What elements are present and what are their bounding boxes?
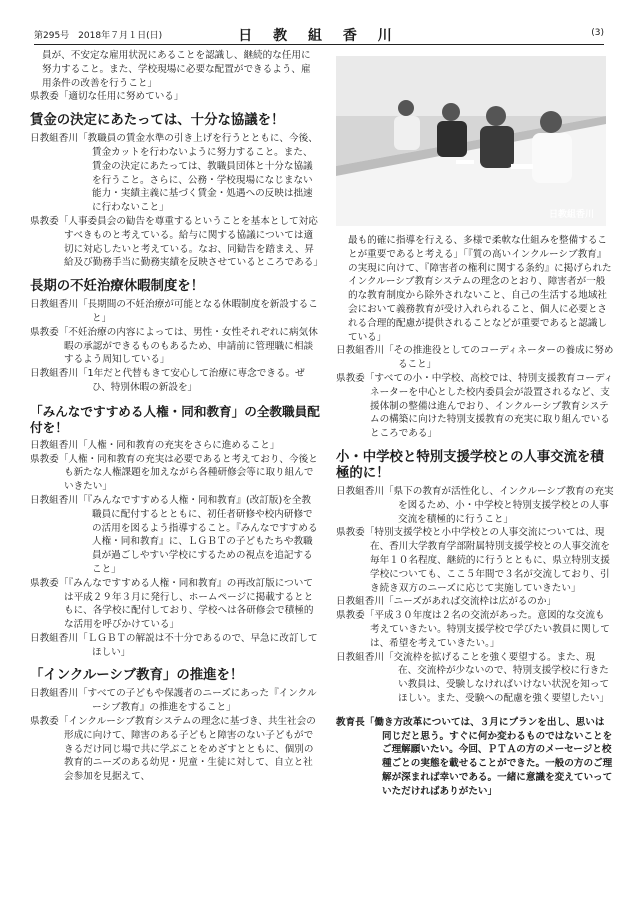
statement: 県教委「『みんなですすめる人権・同和教育』の再改訂版については平成２９年３月に発行し、ホームページに掲載するとともに、各学校に配付しており、学校へは各研修会で積極的な活用を呼びかけている」 — [30, 577, 314, 631]
statement: 日教組香川「1年だと代替もきて安心して治療に専念できる。ぜひ、特別休暇の新設を」 — [30, 368, 305, 393]
section-heading: 小・中学校と特別支援学校との人事交流を積極的に！ — [336, 449, 604, 481]
section-heading: 賃金の決定にあたっては、十分な協議を！ — [30, 113, 285, 129]
superintendent-statement: 教育長「働き方改革については、３月にプランを出し、思いは同じだと思う。すぐに何か変わるものではないことをご理解願いたい。今回、ＰＴＡの方のメーセージと校種ごとの実態を載せることができた。一般の方のご理解が深まれば幸いである。一緒に意識を変えていっていただければありがたい」 — [336, 716, 613, 797]
statement: 日教組香川「交流枠を拡げることを強く要望する。また、現在、交流枠が少ないので、特別支援学校に行きたい教員は、受験しなければいけない状況を知ってほしい。また、受験への配慮を強く要望したい」 — [336, 651, 610, 704]
left-column — [30, 49, 323, 784]
statement: 日教組香川「人権・同和教育の充実をさらに進めること」 — [30, 439, 280, 451]
meeting-photo-illustration — [336, 56, 606, 226]
photo-caption: 日教組香川 — [548, 210, 594, 220]
issue-date: 第295号 2018年７月１日(日) — [34, 31, 163, 41]
meeting-photo — [336, 56, 606, 226]
page-header — [34, 28, 604, 42]
continued-text: 員が、不安定な雇用状況にあることを認識し、継続的な任用に努力すること。また、学校現場に必要な配置ができるよう、雇用条件の改善を行うこと」 — [42, 50, 311, 89]
statement: 県教委「人権・同和教育の充実は必要であると考えており、今後とも新たな人権課題を加えながら各種研修会等に取り組んでいきたい」 — [30, 453, 318, 493]
newsletter-title: 日 教 組 香 川 — [238, 28, 400, 44]
statement: 日教組香川「その推進役としてのコーディネーターの養成に努めること」 — [336, 345, 614, 371]
right-column — [336, 234, 614, 798]
statement: 県教委「インクルーシブ教育システムの理念に基づき、共生社会の形成に向けて、障害のある子どもと障害のない子どもができるだけ同じ場で共に学ぶことをめざすとともに、個別の教育的ニーズのある幼児・児童・生徒に対して、自立と社会参加を見据えて、 — [30, 716, 316, 783]
page-number: (3) — [591, 28, 604, 38]
continued-text: 最も的確に指導を行える、多様で柔軟な仕組みを整備することが重要であると考える」「『質の高いインクルーシブ教育』の実現に向けて、『障害者の権利に関する条約』に掲げられたインクルーシブ教育システムの理念のとおり、障害者が一般的な教育制度から除外されないこと、自己の生活する地域社会において義務教育が受け入れられること、個人に必要とされる合理的配慮が提供されることなどが重要であると認識している」 — [348, 235, 612, 343]
statement: 県教委「すべての小・中学校、高校では、特別支援教育コーディネーターを中心とした校内委員会が設置されるなど、支援体制の整備は進んでおり、インクルーシブ教育システムの構築に向けた特別支援教育の充実に取り組んでいるところである」 — [336, 372, 614, 440]
statement: 日教組香川「すべての子どもや保護者のニーズにあった『インクルーシブ教育』の推進をすること」 — [30, 688, 317, 714]
statement: 日教組香川「県下の教育が活性化し、インクルーシブ教育の充実を図るため、小・中学校と特別支援学校との人事交流を積極的に行うこと」 — [336, 485, 614, 525]
statement: 日教組香川「ニーズがあれば交流枠は広がるのか」 — [336, 596, 557, 608]
statement: 日教組香川「教職員の賃金水準の引き上げを行うとともに、今後、賃金カットを行わないように努力すること。また、賃金の決定にあたっては、教職員団体と十分な協議を行うこと。さらに、公務・学校現場になじまない能力・実績主義に基づく賃金・処遇への反映は拙速に行わないこと」 — [30, 133, 318, 214]
statement: 県教委「不妊治療の内容によっては、男性・女性それぞれに病気休暇の承認ができるものもあるため、申請前に管理職に相談するよう周知している」 — [30, 326, 318, 366]
section-heading: 「インクルーシブ教育」の推進を！ — [30, 668, 244, 684]
statement: 県教委「人事委員会の勧告を尊重するということを基本として対応すべきものと考えている。給与に関する協議については適切に対応したいと考えている。なお、同勧告を踏まえ、昇給及び勤務手当に勤務実績を反映させているところである」 — [30, 215, 323, 269]
statement: 県教委「適切な任用に努めている」 — [30, 91, 184, 103]
statement: 県教委「平成３０年度は２名の交流があった。意図的な交流も考えていきたい。特別支援学校で学びたい教員に関しては、希望を考えていきたい。」 — [336, 610, 610, 649]
section-heading: 長期の不妊治療休暇制度を！ — [30, 279, 205, 295]
header-rule — [34, 44, 604, 45]
statement: 日教組香川「『みんなですすめる人権・同和教育』(改訂版)を全教職員に配付するとともに、初任者研修や校内研修での活用を図るよう指導すること。『みんなですすめる人権・同和教育』に、ＬＧＢＴの子どもたちや教職員が過ごしやすい学校にするための視点を追記すること」 — [30, 494, 318, 575]
statement: 日教組香川「長期間の不妊治療が可能となる休暇制度を新設すること」 — [30, 299, 318, 324]
section-heading: 「みんなですすめる人権・同和教育」の全教職員配付を！ — [30, 403, 320, 435]
statement: 県教委「特別支援学校と小中学校との人事交流については、現在、香川大学教育学部附属特別支援学校との人事交流を毎年１０名程度、継続的に行うとともに、県立特別支援学校についても、ここ５年間で３名が交流しており、引き続き双方のニーズに応じて実施していきたい」 — [336, 527, 610, 594]
statement: 日教組香川「ＬＧＢＴの解説は不十分であるので、早急に改訂してほしい」 — [30, 632, 318, 658]
